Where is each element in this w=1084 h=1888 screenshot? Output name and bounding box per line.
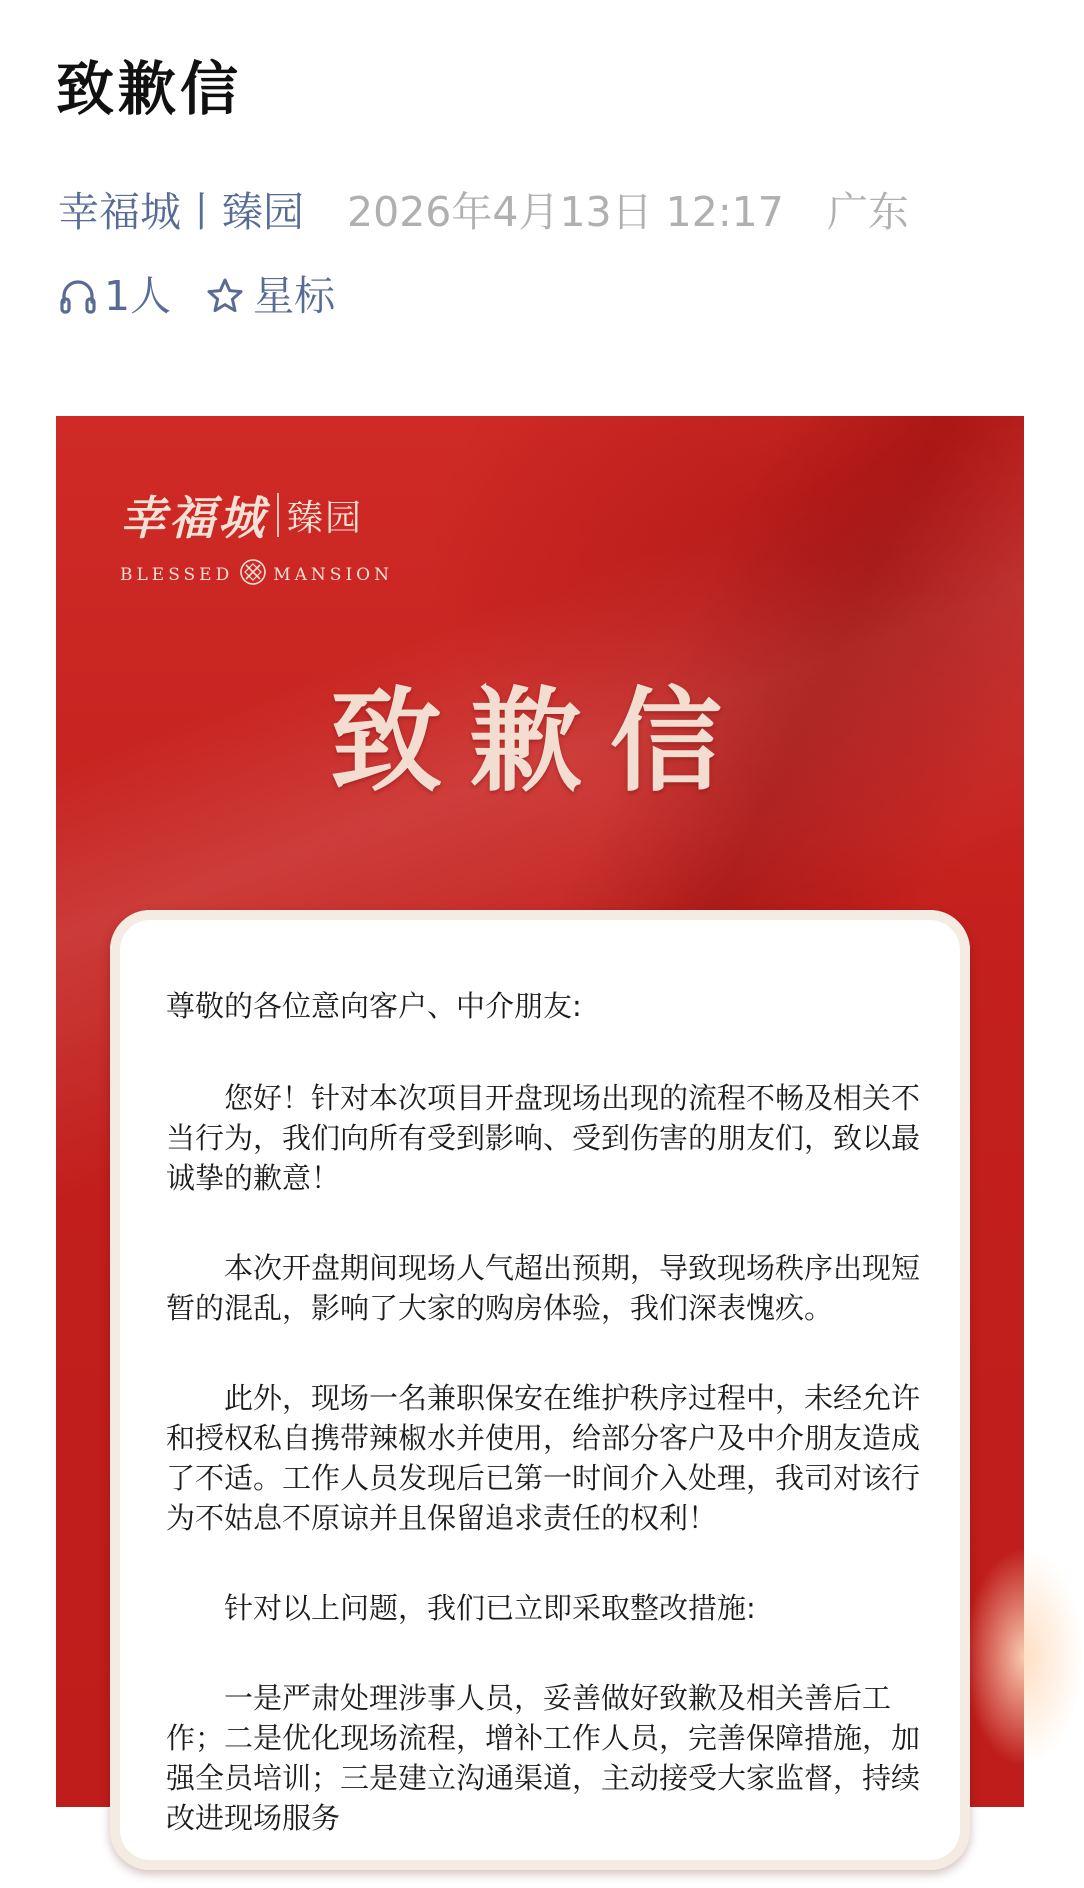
poster-heading: 致歉信: [330, 676, 750, 807]
listen-button[interactable]: [58, 268, 171, 324]
star-outline-icon: [205, 276, 245, 316]
brand-en-right: MANSION: [273, 564, 393, 585]
brand-logo-en: [120, 558, 393, 591]
letter-paragraph: 针对以上问题，我们已立即采取整改措施:: [224, 1591, 756, 1625]
listen-count: 1人: [104, 272, 172, 320]
brand-divider: [277, 493, 279, 537]
brand-subname: 臻园: [287, 497, 364, 539]
apology-poster: [56, 416, 1024, 1835]
account-name-link[interactable]: 幸福城丨臻园: [58, 188, 304, 236]
brand-logo: [120, 482, 393, 591]
brand-emblem-icon: [233, 558, 273, 591]
brand-name: 幸福城: [120, 491, 267, 545]
poster-light-flare: [964, 1547, 1084, 1767]
letter-card: [110, 910, 970, 1870]
brand-logo-cn: [120, 482, 393, 548]
letter-body: [166, 986, 926, 1888]
brand-en-left: BLESSED: [120, 564, 234, 585]
letter-paragraph: 您好！针对本次项目开盘现场出现的流程不畅及相关不当行为，我们向所有受到影响、受到伤害的朋友们，致以最诚挚的歉意！: [166, 1081, 921, 1195]
headphones-icon: [58, 276, 98, 316]
publish-date: 2026年4月13日 12:17: [347, 188, 784, 236]
article-meta: [58, 184, 909, 240]
letter-paragraph: 一是严肃处理涉事人员，妥善做好致歉及相关善后工作；二是优化现场流程，增补工作人员，完善保障措施，加强全员培训；三是建立沟通渠道，主动接受大家监督，持续改进现场服务: [166, 1681, 921, 1835]
letter-paragraph: 本次开盘期间现场人气超出预期，导致现场秩序出现短暂的混乱，影响了大家的购房体验，我们深表愧疚。: [166, 1251, 921, 1325]
publish-location: 广东: [826, 188, 909, 236]
letter-greeting: 尊敬的各位意向客户、中介朋友:: [166, 989, 582, 1023]
letter-paragraph: 此外，现场一名兼职保安在维护秩序过程中，未经允许和授权私自携带辣椒水并使用，给部分客户及中介朋友造成了不适。工作人员发现后已第一时间介入处理，我司对该行为不姑息不原谅并且保留追求责任的权利！: [166, 1381, 921, 1535]
star-label: 星标: [253, 272, 336, 320]
page-title: 致歉信: [56, 55, 243, 123]
article-stats: [58, 268, 335, 324]
star-button[interactable]: [205, 268, 335, 324]
